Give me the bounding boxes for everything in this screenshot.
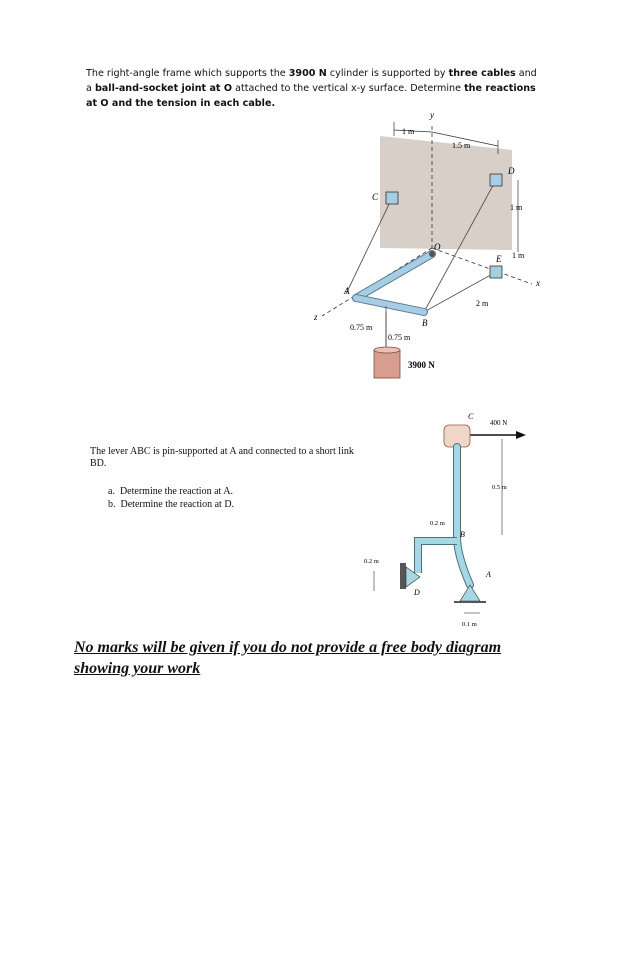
dim-label-1-5m: 1.5 m bbox=[452, 141, 471, 150]
lever-figure bbox=[340, 405, 540, 630]
dim-label-0-5m: 0.5 m bbox=[492, 484, 507, 491]
dim-label-0-2m-a: 0.2 m bbox=[430, 520, 445, 527]
label-a: A bbox=[486, 570, 491, 579]
problem2-list bbox=[108, 485, 234, 511]
load-label: 3900 N bbox=[408, 360, 435, 370]
dim-label-1m-lower: 1 m bbox=[512, 251, 525, 260]
cylinder-load bbox=[374, 350, 400, 378]
bracket-d bbox=[490, 174, 502, 186]
dim-label-0-1m: 0.1 m bbox=[462, 621, 477, 628]
dim-label-0-75m-b: 0.75 m bbox=[388, 333, 411, 342]
support-d bbox=[400, 563, 406, 589]
label-o: O bbox=[434, 242, 441, 252]
dim-label-2m: 2 m bbox=[476, 299, 489, 308]
problem1-statement: The right-angle frame which supports the 3900 N cylinder is supported by three cables and a ball-and-socket joint at O attached to the vertical x-y surface. Determine the reactions at O and the tension in each cable. bbox=[86, 68, 537, 109]
label-b: B bbox=[422, 318, 428, 328]
list-item: b. Determine the reaction at D. bbox=[108, 499, 235, 510]
problem2-statement: The lever ABC is pin-supported at A and connected to a short link BD. bbox=[90, 446, 354, 469]
fbd-warning: No marks will be given if you do not provide a free body diagram showing your work bbox=[74, 639, 502, 677]
bracket-e bbox=[490, 266, 502, 278]
force-label: 400 N bbox=[490, 419, 508, 427]
label-a: A bbox=[344, 286, 350, 296]
link-bd bbox=[418, 541, 457, 573]
dim-label-0-75m-a: 0.75 m bbox=[350, 323, 373, 332]
label-c: C bbox=[372, 192, 379, 202]
label-b: B bbox=[460, 530, 465, 539]
x-axis-label: x bbox=[536, 278, 540, 288]
label-c: C bbox=[468, 412, 474, 421]
dim-label-1m: 1 m bbox=[402, 127, 415, 136]
bracket-c bbox=[386, 192, 398, 204]
label-d: D bbox=[508, 166, 515, 176]
label-e: E bbox=[496, 254, 502, 264]
frame-figure bbox=[300, 106, 560, 386]
z-axis-label: z bbox=[314, 312, 318, 322]
dim-label-1m-right: 1 m bbox=[510, 203, 523, 212]
support-a bbox=[460, 585, 480, 601]
list-item: a. Determine the reaction at A. bbox=[108, 486, 233, 497]
y-axis-label: y bbox=[430, 110, 434, 120]
vertical-wall bbox=[380, 136, 512, 250]
dim-label-0-2m-b: 0.2 m bbox=[364, 558, 379, 565]
label-d: D bbox=[414, 588, 420, 597]
